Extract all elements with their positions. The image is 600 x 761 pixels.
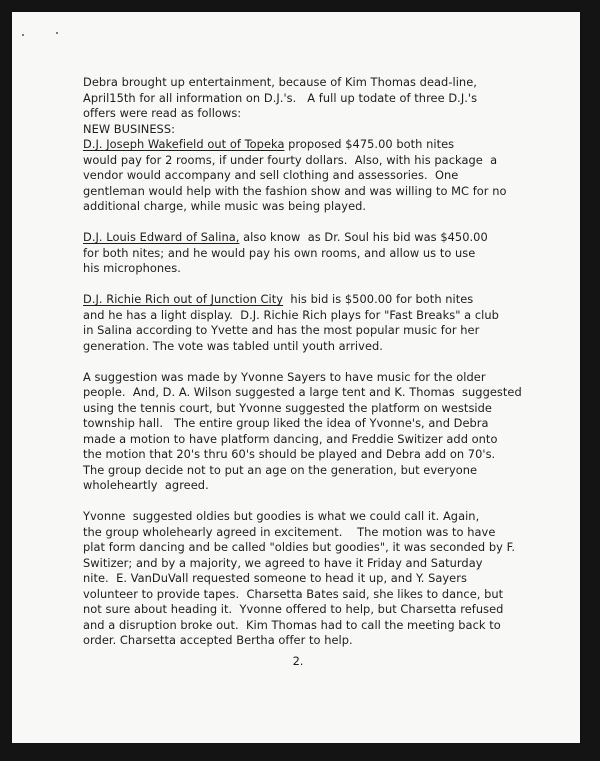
dj-heading: D.J. Joseph Wakefield out of Topeka: [83, 137, 285, 151]
text-line: wholeheartly agreed.: [83, 478, 209, 492]
text-line: for both nites; and he would pay his own rooms, and allow us to use: [83, 245, 476, 260]
text-line: [83, 230, 523, 246]
text-line: people. And, D. A. Wilson suggested a large tent and K. Thomas suggested: [83, 385, 522, 399]
page-number: 2.: [292, 654, 304, 668]
text-line: generation. The vote was tabled until youth arrived.: [83, 338, 383, 353]
text-line: made a motion to have platform dancing, and Freddie Switizer add onto: [83, 431, 498, 446]
text-fragment: proposed $475.00 both nites: [284, 137, 455, 151]
text-line: vendor would accompany and sell clothing and assessories. One: [83, 168, 459, 182]
text-line: April15th for all information on D.J.'s. A full up todate of three D.J.'s: [83, 90, 478, 105]
text-line: and he has a light display. D.J. Richie Rich plays for "Fast Breaks" a club: [83, 307, 499, 322]
text-line: offers were read as follows:: [83, 106, 242, 120]
text-line: [83, 292, 523, 308]
text-line: gentleman would help with the fashion show and was willing to MC for no: [83, 183, 507, 198]
text-line: volunteer to provide tapes. Charsetta Bates said, she likes to dance, but: [83, 586, 504, 601]
dj-heading: D.J. Louis Edward of Salina,: [83, 230, 240, 244]
text-line: the motion that 20's thru 60's should be played and Debra add on 70's.: [83, 447, 496, 461]
text-line: Yvonne suggested oldies but goodies is what we could call it. Again,: [83, 509, 480, 523]
document-page: [12, 12, 580, 743]
text-line: his microphones.: [83, 261, 181, 275]
speck-mark: [56, 32, 58, 34]
text-line: would pay for 2 rooms, if under fourty dollars. Also, with his package a: [83, 152, 498, 167]
text-line: [83, 137, 523, 153]
text-line: not sure about heading it. Yvonne offered to help, but Charsetta refused: [83, 602, 504, 616]
text-line: additional charge, while music was being played.: [83, 199, 367, 213]
speck-mark: [22, 34, 24, 36]
text-line: nite. E. VanDuVall requested someone to head it up, and Y. Sayers: [83, 571, 467, 585]
section-heading: NEW BUSINESS:: [83, 121, 176, 136]
text-line: the group wholehearly agreed in excitement. The motion was to have: [83, 524, 496, 539]
text-fragment: his bid is $500.00 for both nites: [283, 292, 474, 306]
text-line: and a disruption broke out. Kim Thomas had to call the meeting back to: [83, 617, 501, 632]
text-fragment: also know as Dr. Soul his bid was $450.00: [239, 230, 488, 244]
text-line: plat form dancing and be called "oldies but goodies", it was seconded by F.: [83, 540, 516, 554]
text-line: order. Charsetta accepted Bertha offer to help.: [83, 633, 353, 647]
text-line: The group decide not to put an age on the generation, but everyone: [83, 462, 478, 477]
dj-heading: D.J. Richie Rich out of Junction City: [83, 292, 284, 306]
document-body: [83, 75, 523, 649]
text-line: Debra brought up entertainment, because of Kim Thomas dead-line,: [83, 75, 477, 89]
text-line: township hall. The entire group liked the idea of Yvonne's, and Debra: [83, 416, 489, 430]
text-line: A suggestion was made by Yvonne Sayers to have music for the older: [83, 369, 486, 384]
text-line: Switizer; and by a majority, we agreed to have it Friday and Saturday: [83, 555, 483, 570]
text-line: in Salina according to Yvette and has the most popular music for her: [83, 323, 480, 337]
text-line: using the tennis court, but Yvonne suggested the platform on westside: [83, 400, 492, 415]
